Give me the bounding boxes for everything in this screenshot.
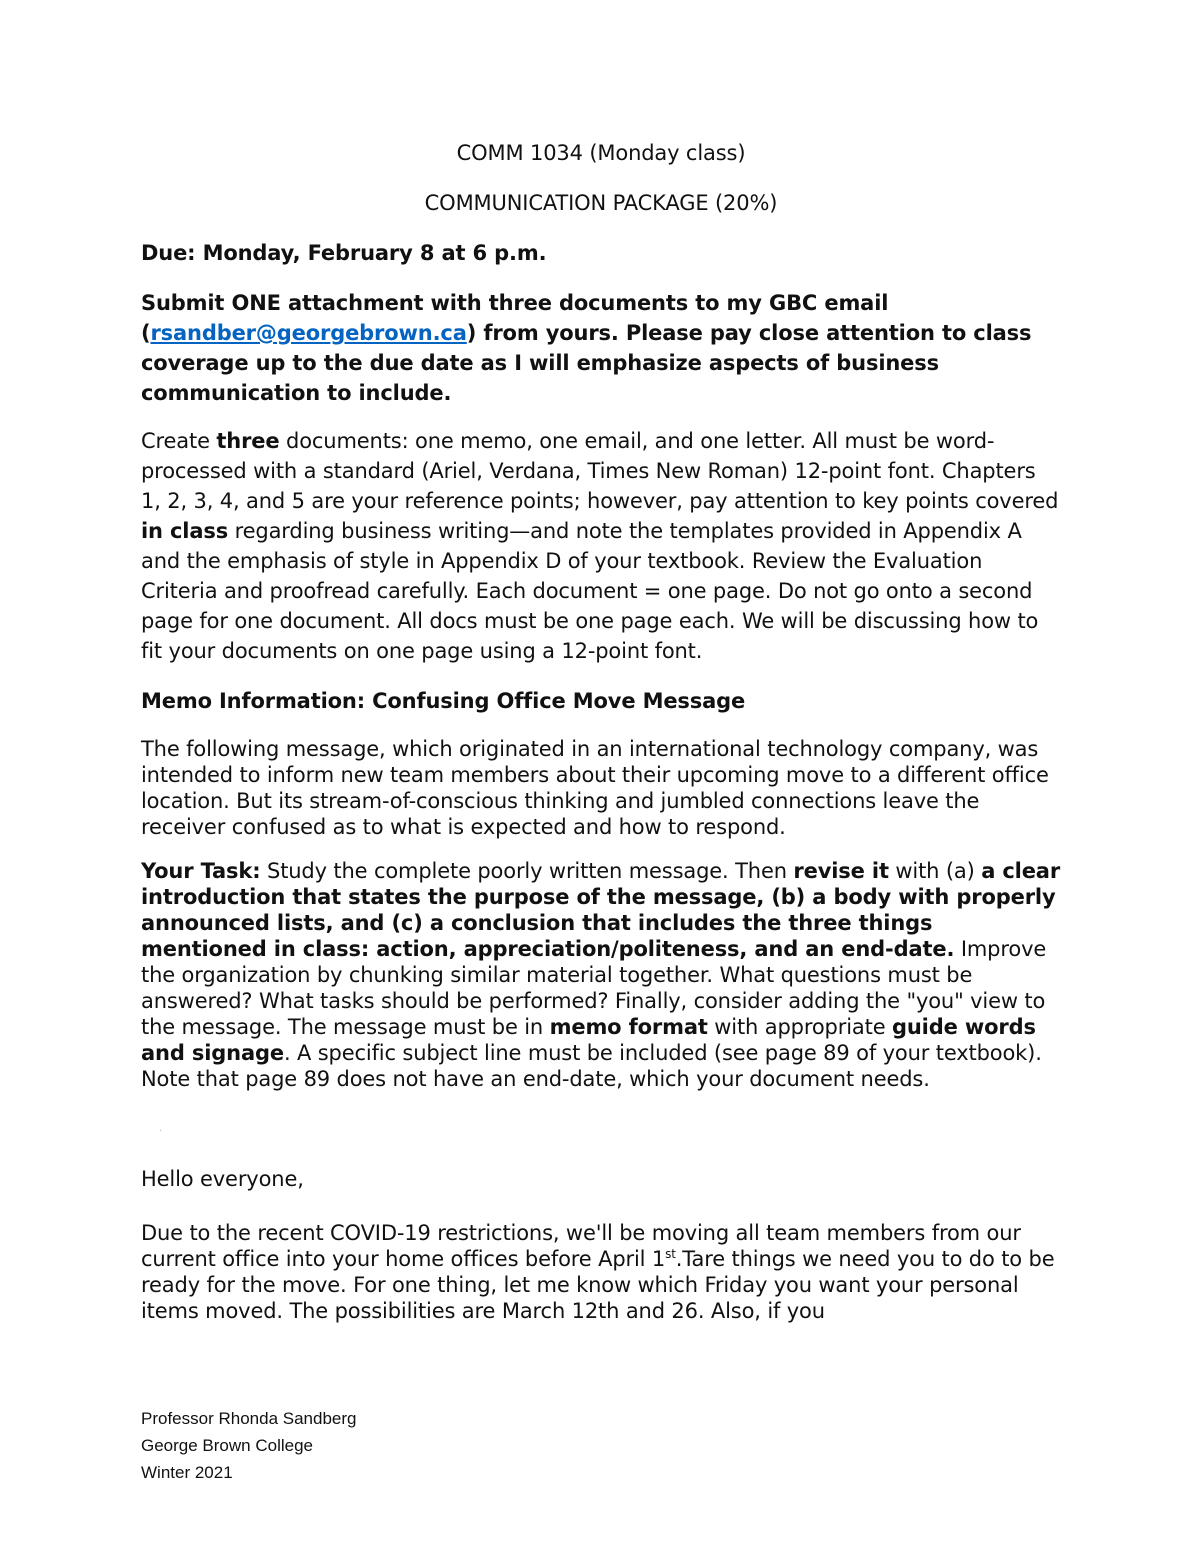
message-text-2: .Tare things we need you to do to be ready for the move. For one thing, let me know which Friday you want your personal items moved. The possibilities are March 12th and 26. Also, if you xyxy=(141,1247,1055,1323)
create-bold-2: in class xyxy=(141,519,229,543)
task-bold-4: guide words and signage xyxy=(141,1015,1036,1065)
create-instructions xyxy=(141,426,1061,666)
submit-instructions xyxy=(141,288,1061,408)
memo-heading: Memo Information: Confusing Office Move Message xyxy=(141,689,746,713)
create-bold-1: three xyxy=(216,429,280,453)
task-bold-3: memo format xyxy=(549,1015,708,1039)
create-text-3: regarding business writing—and note the templates provided in Appendix A and the emphasis of style in Appendix D of your textbook. Review the Evaluation Criteria and proofread carefully. Each document = one page. Do not go onto a second page for one document. All docs must be one page each. We will be discussing how to fit your documents on one page using a 12-point font. xyxy=(141,519,1039,663)
task-bold-2: a clear introduction that states the purpose of the message, (b) a body with properly announced lists, and (c) a conclusion that includes the three things mentioned in class: action, appreciation/politeness, and an end-date. xyxy=(141,859,1061,961)
create-text-2: documents: one memo, one email, and one letter. All must be word-processed with a standard (Ariel, Verdana, Times New Roman) 12-point font. Chapters 1, 2, 3, 4, and 5 are your reference points; however, pay attention to key points covered xyxy=(141,429,1059,513)
spacer xyxy=(141,1092,1061,1164)
task-label: Your Task: xyxy=(141,859,261,883)
page-footer xyxy=(141,1405,356,1486)
memo-intro: The following message, which originated in an international technology company, was intended to inform new team members about their upcoming move to a different office location. But its stream-of-conscious thinking and jumbled connections leave the receiver confused as to what is expected and how to respond. xyxy=(141,737,1049,839)
message-text-1: Due to the recent COVID-19 restrictions, we'll be moving all team members from our current office into your home offices before April 1 xyxy=(141,1221,1021,1271)
task-text-1: Study the complete poorly written message. Then xyxy=(260,859,794,883)
submit-text-before: Submit ONE attachment with three documents to my GBC email ( xyxy=(141,291,889,345)
task-text-3: Improve the organization by chunking similar material together. What questions must be answered? What tasks should be performed? Finally, consider adding the "you" view to the message. The message must be in xyxy=(141,937,1047,1039)
create-text-1: Create xyxy=(141,429,217,453)
task-text-5: . A specific subject line must be included (see page 89 of your textbook). Note that page 89 does not have an end-date, which your document needs. xyxy=(141,1041,1042,1091)
footer-name: Professor Rhonda Sandberg xyxy=(141,1409,357,1428)
task-bold-1: revise it xyxy=(793,859,889,883)
email-link[interactable]: rsandber@georgebrown.ca xyxy=(150,321,467,345)
task-text-2: with (a) xyxy=(888,859,982,883)
ordinal-suffix: st xyxy=(665,1247,676,1261)
due-date: Due: Monday, February 8 at 6 p.m. xyxy=(141,241,547,265)
course-title: COMM 1034 (Monday class) xyxy=(456,141,746,165)
message-greeting: Hello everyone, xyxy=(141,1167,304,1191)
submit-text-after: ) from yours. Please pay close attention to class coverage up to the due date as I will emphasize aspects of business communication to include. xyxy=(141,321,1032,405)
message-body xyxy=(141,1220,1061,1324)
package-title: COMMUNICATION PACKAGE (20%) xyxy=(424,191,778,215)
footer-college: George Brown College xyxy=(141,1436,313,1455)
memo-task xyxy=(141,858,1061,1092)
task-text-4: with appropriate xyxy=(707,1015,892,1039)
stray-dot: . xyxy=(159,1123,163,1134)
footer-term: Winter 2021 xyxy=(141,1463,233,1482)
document-body xyxy=(141,138,1061,1324)
